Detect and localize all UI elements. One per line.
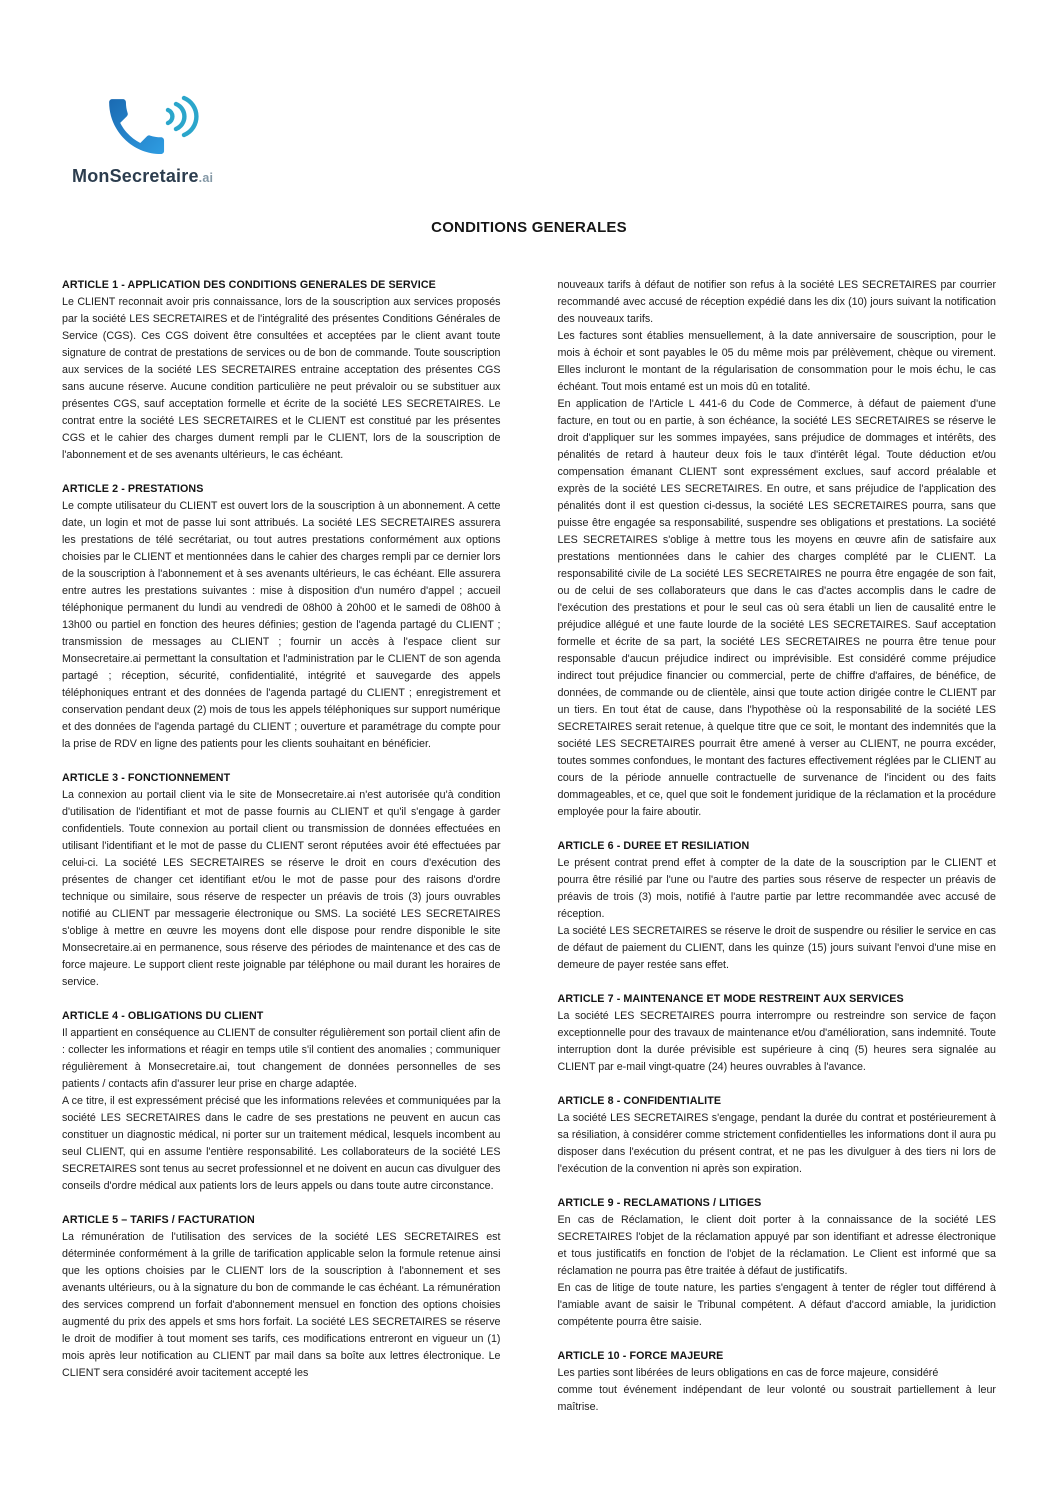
article-paragraph: comme tout événement indépendant de leur volonté ou soustrait partiellement à leur maîtrise. <box>557 1384 996 1413</box>
article-paragraph: En cas de Réclamation, le client doit porter à la connaissance de la société LES SECRETAIRES l'objet de la réclamation appuyé par son identifiant et adresse électronique et tous justificatifs en fonction de l'objet de la réclamation. Le Client est informé que sa réclamation ne pourra pas être traitée à défaut de justificatifs. <box>557 1214 996 1277</box>
article-paragraph: La société LES SECRETAIRES se réserve le droit de suspendre ou résilier le service en cas de défaut de paiement du CLIENT, dans les quinze (15) jours suivant l'envoi d'une mise en demeure de payer restée sans effet. <box>557 925 996 971</box>
article-paragraph: Le CLIENT reconnait avoir pris connaissance, lors de la souscription aux services proposés par la société LES SECRETAIRES et de l'intégralité des présentes Conditions Générales de Service (CGS). Ces CGS doivent être consultées et acceptées par le client avant toute signature de contrat de prestations de services ou de bon de commande. Toute souscription aux services de la société LES SECRETAIRES entraine acceptation des présentes CGS sans aucune réserve. Aucune condition particulière ne peut prévaloir ou se substituer aux présentes CGS, sauf acceptation formelle et écrite de la société LES SECRETAIRES. Le contrat entre la société LES SECRETAIRES et le CLIENT est constitué par les présentes CGS et le cahier des charges dument rempli par le CLIENT, lors de la souscription de l'abonnement et de ses avenants ultérieurs, le cas échéant. <box>62 296 501 461</box>
article-heading: ARTICLE 2 - PRESTATIONS <box>62 483 204 495</box>
phone-icon <box>100 84 204 166</box>
article-paragraph: La société LES SECRETAIRES s'engage, pendant la durée du contrat et postérieurement à sa résiliation, à considérer comme strictement confidentielles les informations dont il aura pu disposer dans l'exécution du présent contrat, et ne pas les divulguer à des tiers ni lors de l'exécution de la convention ni après son expiration. <box>557 1112 996 1175</box>
article-paragraph: nouveaux tarifs à défaut de notifier son refus à la société LES SECRETAIRES par courrier recommandé avec accusé de réception expédié dans les dix (10) jours suivant la notification des nouveaux tarifs. <box>557 279 996 325</box>
article-paragraph: La société LES SECRETAIRES pourra interrompre ou restreindre son service de façon exceptionnelle pour des travaux de maintenance et/ou d'amélioration, sans indemnité. Toute interruption dont la durée prévisible est supérieure à cinq (5) heures sera signalée au CLIENT par e-mail vingt-quatre (24) heures ouvrables à l'avance. <box>557 1010 996 1073</box>
article-section <box>62 277 501 464</box>
article-heading: ARTICLE 6 - DUREE ET RESILIATION <box>557 840 750 852</box>
brand-tld: .ai <box>198 171 214 185</box>
article-paragraph: Le compte utilisateur du CLIENT est ouvert lors de la souscription à un abonnement. A cette date, un login et mot de passe lui sont attribués. La société LES SECRETAIRES assurera les prestations de télé secrétariat, ou tout autres prestations conformément aux options choisies par le CLIENT et mentionnées dans le cahier des charges rempli par ce dernier lors de la souscription à l'abonnement et à ses avenants ultérieurs, le cas échéant. Elle assurera entre autres les prestations suivantes : mise à disposition d'un numéro d'appel ; accueil téléphonique permanent du lundi au vendredi de 08h00 à 20h00 et le samedi de 08h00 à 13h00 ou partiel en fonction des heures définies; gestion de l'agenda partagé du CLIENT ; transmission de messages au CLIENT ; fournir un accès à l'espace client sur Monsecretaire.ai permettant la consultation et l'administration par le CLIENT de son agenda partagé ; réception, sécurité, confidentialité, intégrité et sauvegarde des appels téléphoniques entrant et des données de l'agenda partagé du CLIENT ; enregistrement et conservation pendant deux (2) mois de tous les appels téléphoniques sur support numérique et des données de l'agenda partagé du CLIENT ; ouverture et paramétrage du compte pour la prise de RDV en ligne des patients pour les clients souhaitant en bénéficier. <box>62 500 501 750</box>
article-heading: ARTICLE 3 - FONCTIONNEMENT <box>62 772 231 784</box>
article-section <box>558 1195 997 1331</box>
article-heading: ARTICLE 9 - RECLAMATIONS / LITIGES <box>557 1197 762 1209</box>
column-right <box>558 277 997 1416</box>
article-heading: ARTICLE 1 - APPLICATION DES CONDITIONS GENERALES DE SERVICE <box>62 279 436 291</box>
brand-wordmark <box>72 166 213 187</box>
article-section <box>558 1093 997 1178</box>
document-title: CONDITIONS GENERALES <box>431 219 627 236</box>
sound-waves-icon <box>168 98 196 135</box>
two-column-body <box>62 277 996 1416</box>
article-heading: ARTICLE 5 – TARIFS / FACTURATION <box>62 1214 255 1226</box>
article-section <box>62 1008 501 1195</box>
article-section <box>62 481 501 753</box>
logo <box>72 84 213 187</box>
article-heading: ARTICLE 4 - OBLIGATIONS DU CLIENT <box>62 1010 264 1022</box>
article-section <box>558 838 997 974</box>
article-paragraph: En application de l'Article L 441-6 du Code de Commerce, à défaut de paiement d'une facture, en tout ou en partie, à son échéance, la société LES SECRETAIRES se réserve le droit d'appliquer sur les sommes impayées, sans préjudice de dommages et intérêts, des pénalités de retard à hauteur deux fois le taux d'intérêt légal. Toute déduction et/ou compensation émanant CLIENT sont expressément exclues, sauf accord préalable et exprès de la société LES SECRETAIRES. En outre, et sans préjudice de l'application des pénalités dont il est question ci-dessus, la société LES SECRETAIRES pourra, sans que puisse être engagée sa responsabilité, suspendre ses obligations et prestations. La société LES SECRETAIRES s'oblige à mettre tous les moyens en œuvre afin de satisfaire aux prestations mentionnées dans le cahier des charges complété par le CLIENT. La responsabilité civile de La société LES SECRETAIRES ne pourra être engagée de son fait, ou de celui de ses collaborateurs que dans le cas d'actes accomplis dans le cadre de l'exécution des prestations et pour le seul cas où sera établi un lien de causalité entre le préjudice allégué et une faute lourde de la société LES SECRETAIRES. Sauf acceptation formelle et écrite de sa part, la société LES SECRETAIRES ne pourra être tenue pour responsable d'aucun préjudice indirect ou imprévisible. Est considéré comme préjudice indirect tout préjudice financier ou commercial, perte de chiffre d'affaires, de bénéfice, de données, de commande ou de clientèle, ainsi que toute action dirigée contre le CLIENT par un tiers. En tout état de cause, dans l'hypothèse où la responsabilité de la société LES SECRETAIRES serait retenue, à quelque titre que ce soit, le montant des indemnités que la société LES SECRETAIRES pourrait être amené à verser au CLIENT, ne pourra excéder, toutes sommes confondues, le montant des factures effectivement réglées par le CLIENT au cours de la période annuelle contractuelle de survenance de l'incident ou des faits dommageables, et ce, quel que soit le fondement juridique de la réclamation et la procédure employée pour la faire aboutir. <box>557 398 996 818</box>
article-heading: ARTICLE 10 - FORCE MAJEURE <box>557 1350 724 1362</box>
article-paragraph: Les factures sont établies mensuellement, à la date anniversaire de souscription, pour le mois à échoir et sont payables le 05 du même mois par prélèvement, chèque ou virement. Elles incluront le montant de la régularisation de consommation pour le mois échu, le cas échéant. Tout mois entamé est un mois dû en totalité. <box>557 330 996 393</box>
article-paragraph: En cas de litige de toute nature, les parties s'engagent à tenter de régler tout différend à l'amiable avant de saisir le Tribunal compétent. A défaut d'accord amiable, la juridiction compétente pourra être saisie. <box>557 1282 996 1328</box>
article-section <box>558 1348 997 1416</box>
article-paragraph: A ce titre, il est expressément précisé que les informations relevées et communiquées par la société LES SECRETAIRES dans le cadre de ses prestations ne peuvent en aucun cas constituer un diagnostic médical, ni porter sur un traitement médical, lesquels incombent au seul CLIENT, qui en assume l'entière responsabilité. Les collaborateurs de la société LES SECRETAIRES sont tenus au secret professionnel et ne doivent en aucun cas divulguer des conseils d'ordre médical aux patients lors de leurs appels ou dans toute autre circonstance. <box>62 1095 501 1192</box>
article-paragraph: Les parties sont libérées de leurs obligations en cas de force majeure, considéré <box>557 1367 939 1379</box>
article-paragraph: La rémunération de l'utilisation des services de la société LES SECRETAIRES est déterminée conformément à la grille de tarification applicable selon la formule retenue ainsi que les options choisies par le CLIENT lors de la souscription à l'abonnement et ses avenants ultérieurs, ou à la signature du bon de commande le cas échéant. La rémunération des services comprend un forfait d'abonnement mensuel en fonction des options choisies augmenté du prix des appels et sms hors forfait. La société LES SECRETAIRES se réserve le droit de modifier à tout moment ses tarifs, ces modifications entreront en vigueur un (1) mois après leur notification au CLIENT par mail dans sa boîte aux lettres électronique. Le CLIENT sera considéré avoir tacitement accepté les <box>62 1231 501 1379</box>
column-left <box>62 277 501 1416</box>
article-heading: ARTICLE 7 - MAINTENANCE ET MODE RESTREINT AUX SERVICES <box>557 993 904 1005</box>
article-paragraph: Le présent contrat prend effet à compter de la date de la souscription par le CLIENT et pourra être résilié par l'une ou l'autre des parties sous réserve de respecter un préavis de préavis de trois (3) mois, notifié à l'autre partie par lettre recommandée avec accusé de réception. <box>557 857 996 920</box>
article-continuation <box>558 277 997 821</box>
article-heading: ARTICLE 8 - CONFIDENTIALITE <box>557 1095 722 1107</box>
brand-name: MonSecretaire <box>72 166 199 186</box>
article-paragraph: Il appartient en conséquence au CLIENT de consulter régulièrement son portail client afin de : collecter les informations et réagir en temps utile s'il contient des anomalies ; communiquer régulièrement à Monsecretaire.ai, tout changement de données personnelles de ses patients / contacts afin d'assurer leur prise en charge adaptée. <box>62 1027 501 1090</box>
article-section <box>62 770 501 991</box>
article-paragraph: La connexion au portail client via le site de Monsecretaire.ai n'est autorisée qu'à condition d'utilisation de l'identifiant et mot de passe fournis au CLIENT et qu'il s'engage à garder confidentiels. Toute connexion au portail client ou transmission de données effectuées en utilisant l'identifiant et le mot de passe du CLIENT seront réputées avoir été effectuées par celui-ci. La société LES SECRETAIRES se réserve le droit en cours d'exécution des présentes de changer cet identifiant et/ou le mot de passe pour des raisons d'ordre technique ou similaire, sous réserve de respecter un préavis de trois (3) jours ouvrables notifié au CLIENT par messagerie électronique ou SMS. La société LES SECRETAIRES s'oblige à mettre en œuvre les moyens dont elle dispose pour rendre disponible le site Monsecretaire.ai en permanence, sous réserve des périodes de maintenance et des cas de force majeure. Le support client reste joignable par téléphone ou mail durant les horaires de service. <box>62 789 501 988</box>
article-section <box>558 991 997 1076</box>
article-section <box>62 1212 501 1382</box>
